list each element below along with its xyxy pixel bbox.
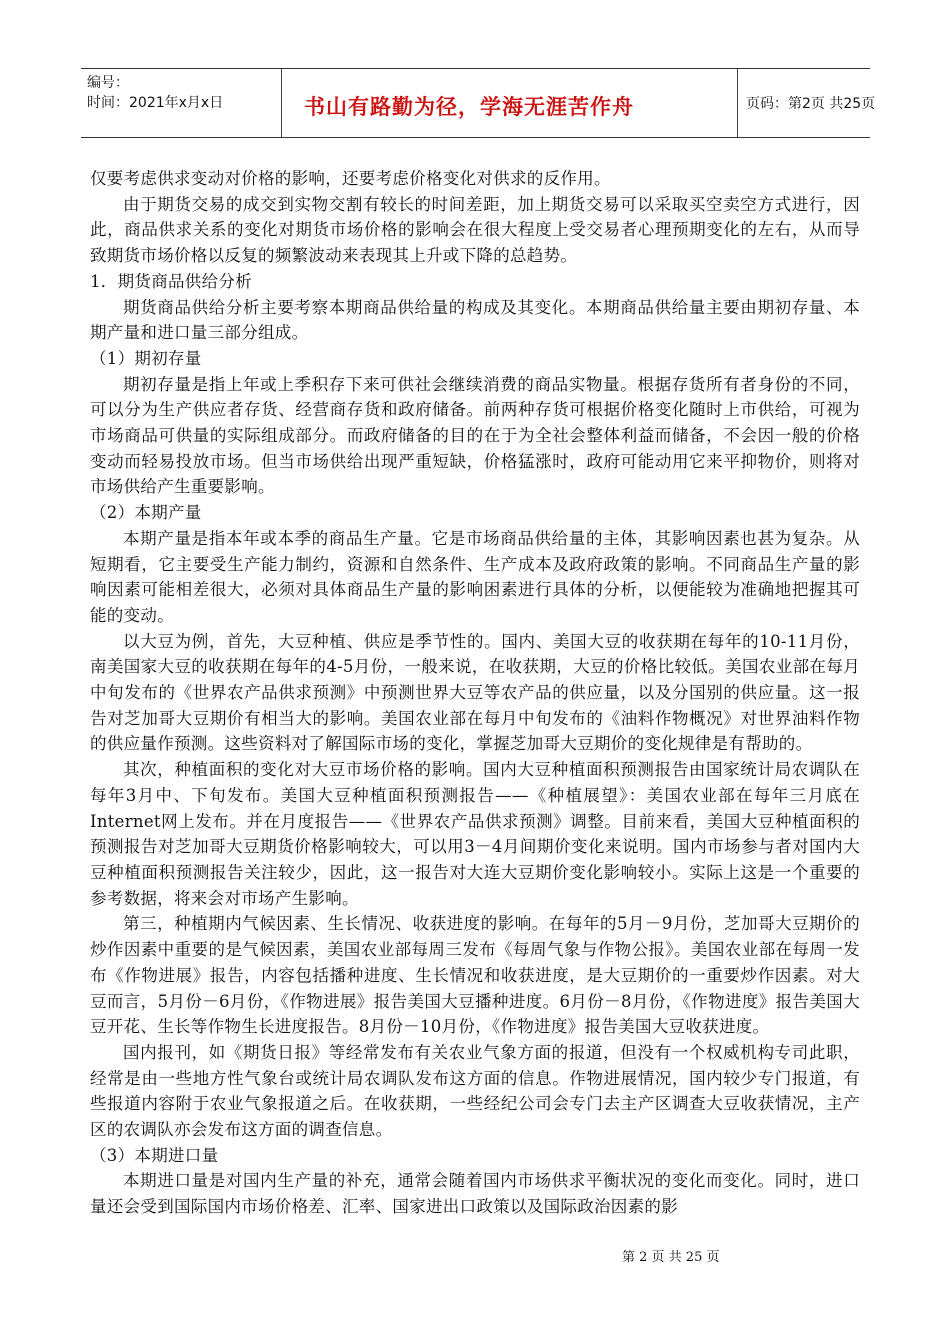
paragraph: 本期进口量是对国内生产量的补充，通常会随着国内市场供求平衡状况的变化而变化。同时，进口量还会受到国际国内市场价格差、汇率、国家进出口政策以及国际政治因素的影 [90,1171,860,1217]
document-header [81,68,876,138]
section-heading: （3）本期进口量 [90,1145,219,1165]
page-footer: 第 2 页 共 25 页 [622,1250,720,1265]
page-info: 页码：第2页 共25页 [746,96,876,112]
section-heading: （1）期初存量 [90,348,202,368]
code-label: 编号： [87,75,129,91]
paragraph: 期初存量是指上年或上季积存下来可供社会继续消费的商品实物量。根据存货所有者身份的不同，可以分为生产供应者存货、经营商存货和政府储备。前两种存货可根据价格变化随时上市供给，可视为市场商品可供量的实际组成部分。而政府储备的目的在于为全社会整体利益而储备，不会因一般的价格变动而轻易投放市场。但当市场供给出现严重短缺，价格猛涨时，政府可能动用它来平抑物价，则将对市场供给产生重要影响。 [90,374,860,497]
body-text [90,166,860,1220]
time-label: 时间：2021年x月x日 [87,95,224,111]
paragraph: 仅要考虑供求变动对价格的影响，还要考虑价格变化对供求的反作用。 [90,169,611,188]
motto: 书山有路勤为径，学海无涯苦作舟 [304,95,634,119]
paragraph: 以大豆为例，首先，大豆种植、供应是季节性的。国内、美国大豆的收获期在每年的10-11月份，南美国家大豆的收获期在每年的4-5月份，一般来说，在收获期，大豆的价格比较低。美国农业部在每月中旬发布的《世界农产品供求预测》中预测世界大豆等农产品的供应量，以及分国别的供应量。这一报告对芝加哥大豆期价有相当大的影响。美国农业部在每月中旬发布的《油料作物概况》对世界油料作物的供应量作预测。这些资料对了解国际市场的变化，掌握芝加哥大豆期价的变化规律是有帮助的。 [90,631,860,754]
paragraph: 第三，种植期内气候因素、生长情况、收获进度的影响。在每年的5月－9月份，芝加哥大豆期价的炒作因素中重要的是气候因素，美国农业部每周三发布《每周气象与作物公报》。美国农业部在每周一发布《作物进展》报告，内容包括播种进度、生长情况和收获进度，是大豆期价的一重要炒作因素。对大豆而言，5月份－6月份，《作物进展》报告美国大豆播种进度。6月份－8月份，《作物进度》报告美国大豆开花、生长等作物生长进度报告。8月份－10月份，《作物进度》报告美国大豆收获进度。 [90,914,860,1037]
paragraph: 国内报刊，如《期货日报》等经常发布有关农业气象方面的报道，但没有一个权威机构专司此职，经常是由一些地方性气象台或统计局农调队发布这方面的信息。作物进展情况，国内较少专门报道，有些报道内容附于农业气象报道之后。在收获期，一些经纪公司会专门去主产区调查大豆收获情况，主产区的农调队亦会发布这方面的调查信息。 [90,1042,860,1140]
header-meta [81,69,281,137]
paragraph: 其次，种植面积的变化对大豆市场价格的影响。国内大豆种植面积预测报告由国家统计局农调队在每年3月中、下旬发布。美国大豆种植面积预测报告——《种植展望》：美国农业部在每年三月底在Internet网上发布。并在月度报告——《世界农产品供求预测》调整。目前来看，美国大豆种植面积的预测报告对芝加哥大豆期货价格影响较大，可以用3－4月间期价变化来说明。国内市场参与者对国内大豆种植面积预测报告关注较少，因此，这一报告对大连大豆期价变化影响较小。实际上这是一个重要的参考数据，将来会对市场产生影响。 [90,760,860,908]
paragraph: 由于期货交易的成交到实物交割有较长的时间差距，加上期货交易可以采取买空卖空方式进行，因此，商品供求关系的变化对期货市场价格的影响会在很大程度上受交易者心理预期变化的左右，从而导致期货市场价格以反复的频繁波动来表现其上升或下降的总趋势。 [90,194,860,266]
section-heading: 1．期货商品供给分析 [90,271,252,291]
header-page-cell [736,69,876,137]
section-heading: （2）本期产量 [90,503,202,523]
header-motto-cell [281,69,738,137]
paragraph: 期货商品供给分析主要考察本期商品供给量的构成及其变化。本期商品供给量主要由期初存量、本期产量和进口量三部分组成。 [90,297,860,343]
paragraph: 本期产量是指本年或本季的商品生产量。它是市场商品供给量的主体，其影响因素也甚为复杂。从短期看，它主要受生产能力制约，资源和自然条件、生产成本及政府政策的影响。不同商品生产量的影响因素可能相差很大，必须对具体商品生产量的影响困素进行具体的分析，以便能较为准确地把握其可能的变动。 [90,528,860,625]
